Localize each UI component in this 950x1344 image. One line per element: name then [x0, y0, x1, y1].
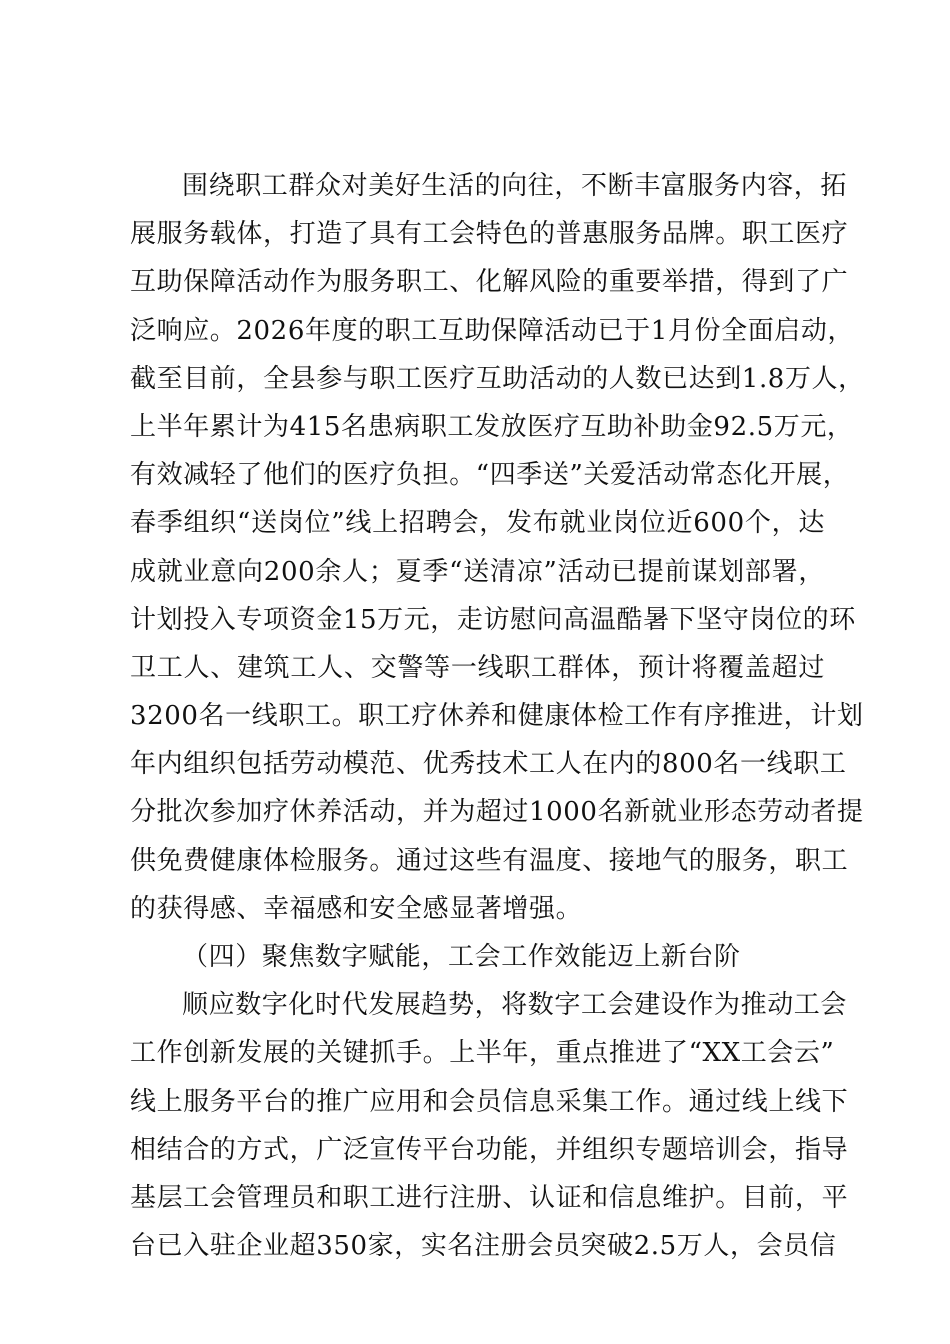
- paragraph-1-line-7: 有效减轻了他们的医疗负担。“四季送”关爱活动常态化开展，: [130, 460, 850, 491]
- paragraph-1-line-1: 围绕职工群众对美好生活的向往，不断丰富服务内容，拓: [182, 171, 848, 201]
- paragraph-2-line-5: 基层工会管理员和职工进行注册、认证和信息维护。目前，平: [130, 1182, 849, 1213]
- paragraph-1-line-14: 分批次参加疗休养活动，并为超过1000名新就业形态劳动者提: [130, 797, 864, 828]
- paragraph-1-line-16: 的获得感、幸福感和安全感显著增强。: [130, 893, 583, 924]
- paragraph-1-line-15: 供免费健康体检服务。通过这些有温度、接地气的服务，职工: [130, 845, 849, 876]
- section-heading-4: （四）聚焦数字赋能，工会工作效能迈上新台阶: [182, 942, 741, 972]
- paragraph-2-line-1: 顺应数字化时代发展趋势，将数字工会建设作为推动工会: [182, 990, 848, 1021]
- paragraph-1-line-12: 3200名一线职工。职工疗休养和健康体检工作有序推进，计划: [130, 701, 864, 732]
- paragraph-1-line-11: 卫工人、建筑工人、交警等一线职工群体，预计将覆盖超过: [130, 652, 825, 683]
- paragraph-1-line-8: 春季组织“送岗位”线上招聘会，发布就业岗位近600个，达: [130, 508, 825, 539]
- paragraph-1-line-13: 年内组织包括劳动模范、优秀技术工人在内的800名一线职工: [130, 749, 847, 780]
- paragraph-1-line-9: 成就业意向200余人；夏季“送清凉”活动已提前谋划部署，: [130, 556, 825, 587]
- paragraph-1-line-6: 上半年累计为415名患病职工发放医疗互助补助金92.5万元，: [130, 411, 854, 442]
- paragraph-1-line-10: 计划投入专项资金15万元，走访慰问高温酷暑下坚守岗位的环: [130, 604, 856, 635]
- paragraph-2-line-3: 线上服务平台的推广应用和会员信息采集工作。通过线上线下: [130, 1086, 849, 1117]
- paragraph-1-line-2: 展服务载体，打造了具有工会特色的普惠服务品牌。职工医疗: [130, 219, 849, 250]
- paragraph-1-line-3: 互助保障活动作为服务职工、化解风险的重要举措，得到了广: [130, 267, 849, 298]
- document-body: [130, 162, 865, 1270]
- paragraph-2-line-4: 相结合的方式，广泛宣传平台功能，并组织专题培训会，指导: [130, 1134, 849, 1165]
- paragraph-2-line-2: 工作创新发展的关键抓手。上半年，重点推进了“XX工会云”: [130, 1038, 835, 1069]
- paragraph-2-line-6: 台已入驻企业超350家，实名注册会员突破2.5万人，会员信: [130, 1231, 837, 1262]
- paragraph-1-line-4: 泛响应。2026年度的职工互助保障活动已于1月份全面启动，: [130, 315, 855, 346]
- paragraph-1-line-5: 截至目前，全县参与职工医疗互助活动的人数已达到1.8万人，: [130, 363, 865, 394]
